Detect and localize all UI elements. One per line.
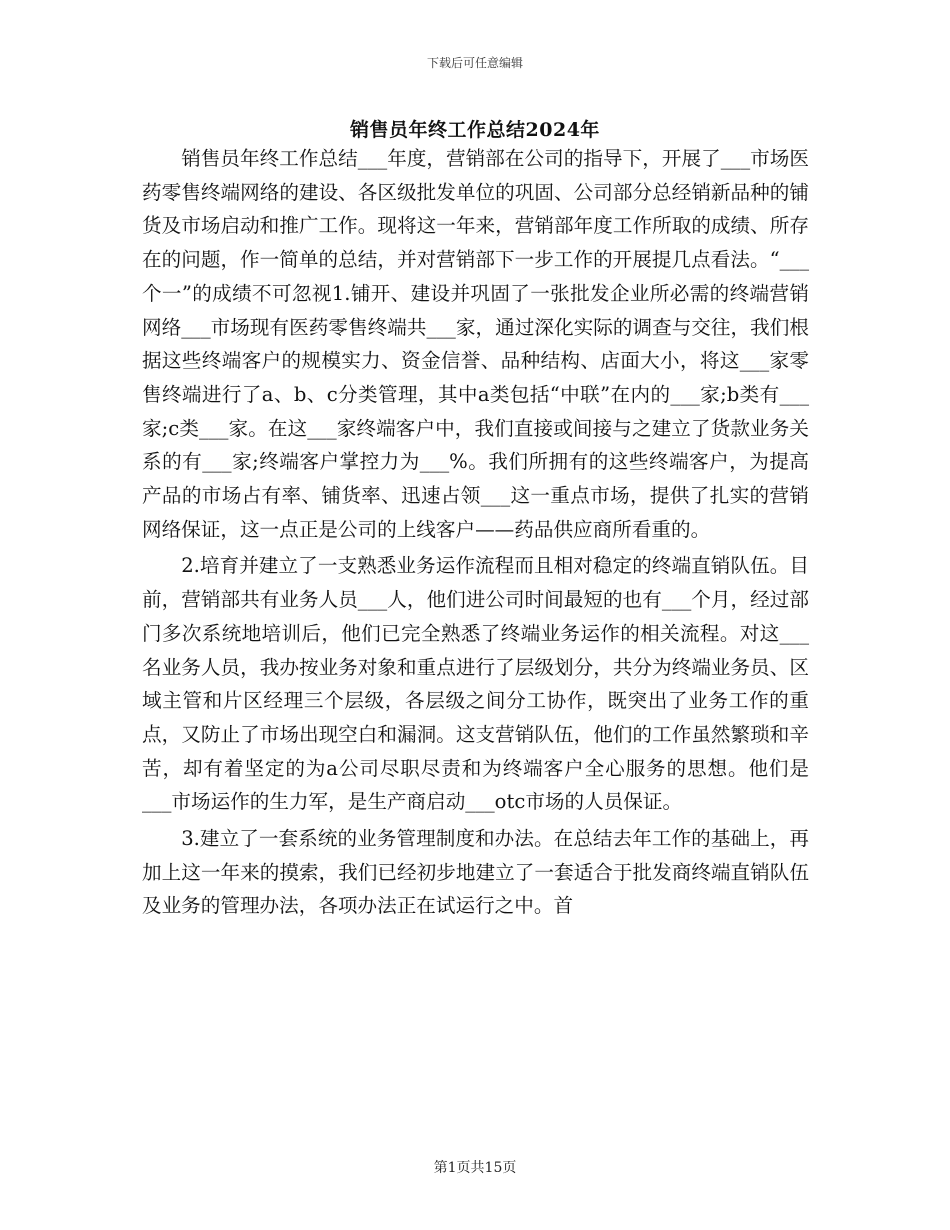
header-note: 下载后可任意编辑 (426, 56, 523, 70)
page-number: 第1页共15页 (433, 1160, 517, 1176)
document-title: 销售员年终工作总结2024年 (350, 119, 600, 141)
document-body (142, 142, 809, 923)
paragraph-3: 3.建立了一套系统的业务管理制度和办法。在总结去年工作的基础上，再加上这一年来的摸索，我们已经初步地建立了一套适合于批发商终端直销队伍及业务的管理办法，各项办法正在试运行之中。首 (142, 827, 809, 918)
paragraph-2: 2.培育并建立了一支熟悉业务运作流程而且相对稳定的终端直销队伍。目前，营销部共有业务人员___人，他们进公司时间最短的也有___个月，经过部门多次系统地培训后，他们已完全熟悉了终端业务运作的相关流程。对这___名业务人员，我办按业务对象和重点进行了层级划分，共分为终端业务员、区域主管和片区经理三个层级，各层级之间分工协作，既突出了业务工作的重点，又防止了市场出现空白和漏洞。这支营销队伍，他们的工作虽然繁琐和辛苦，却有着坚定的为a公司尽职尽责和为终端客户全心服务的思想。他们是___市场运作的生力军，是生产商启动___otc市场的人员保证。 (142, 554, 809, 814)
paragraph-1: 销售员年终工作总结___年度，营销部在公司的指导下，开展了___市场医药零售终端网络的建设、各区级批发单位的巩固、公司部分总经销新品种的铺货及市场启动和推广工作。现将这一年来，营销部年度工作所取的成绩、所存在的问题，作一简单的总结，并对营销部下一步工作的开展提几点看法。“___个一”的成绩不可忽视1.铺开、建设并巩固了一张批发企业所必需的终端营销网络___市场现有医药零售终端共___家，通过深化实际的调查与交往，我们根据这些终端客户的规模实力、资金信誉、品种结构、店面大小，将这___家零售终端进行了a、b、c分类管理，其中a类包括“中联”在内的___家;b类有___家;c类___家。在这___家终端客户中，我们直接或间接与之建立了货款业务关系的有___家;终端客户掌控力为___%。我们所拥有的这些终端客户，为提高产品的市场占有率、铺货率、迅速占领___这一重点市场，提供了扎实的营销网络保证，这一点正是公司的上线客户——药品供应商所看重的。 (142, 147, 809, 541)
